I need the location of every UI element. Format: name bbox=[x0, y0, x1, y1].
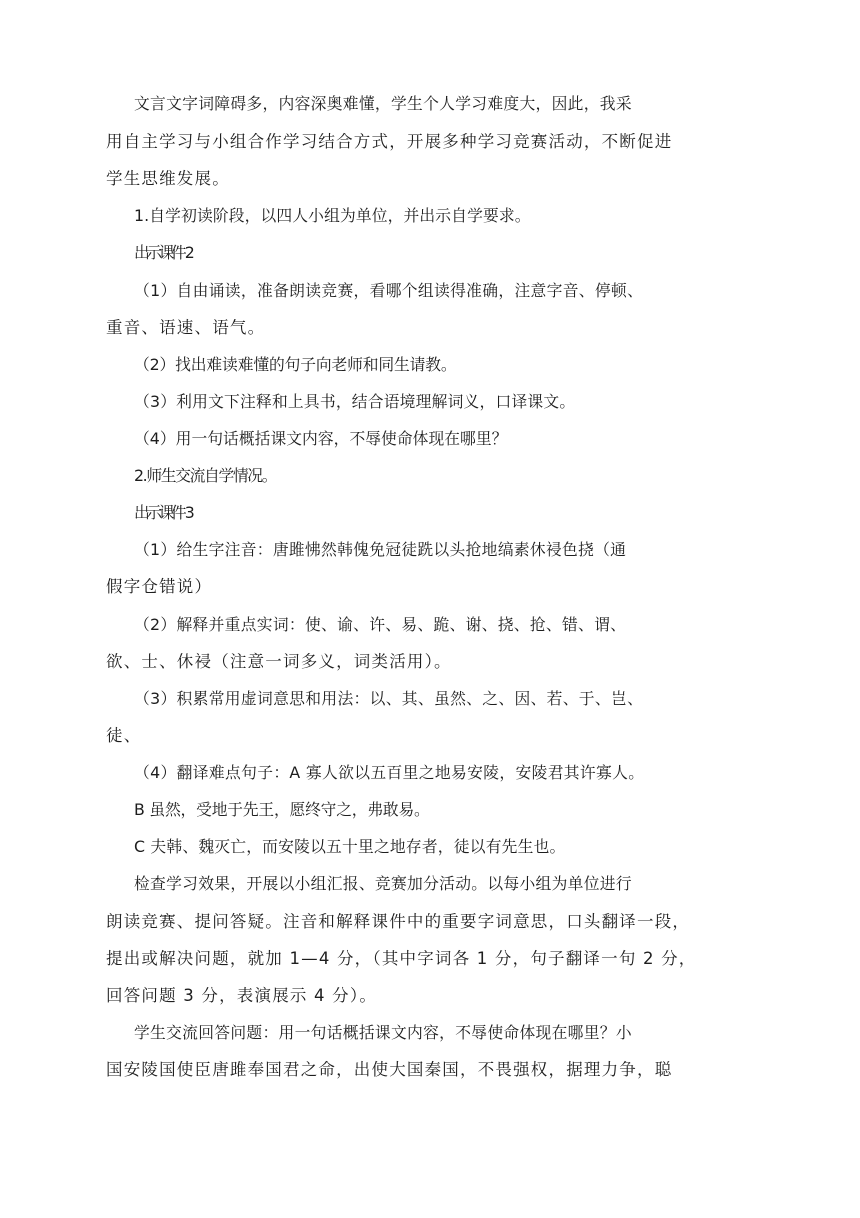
paragraph-line: 检查学习效果，开展以小组汇报、竞赛加分活动。以每小组为单位进行 bbox=[134, 874, 632, 893]
step-heading: 2.师生交流自学情况。 bbox=[134, 466, 277, 485]
list-item: （1）给生字注音：唐雎怫然韩傀免冠徒跣以头抢地缟素休祲色挠（通 bbox=[134, 540, 627, 559]
list-item: （4）翻译难点句子：A 寡人欲以五百里之地易安陵，安陵君其许寡人。 bbox=[134, 763, 645, 782]
paragraph-line: 文言文字词障碍多，内容深奥难懂，学生个人学习难度大，因此，我采 bbox=[134, 94, 632, 113]
paragraph-line: 提出或解决问题，就加 1—4 分，（其中字词各 1 分，句子翻译一句 2 分， bbox=[106, 949, 697, 968]
paragraph-line: 朗读竞赛、提问答疑。注音和解释课件中的重要字词意思，口头翻译一段， bbox=[106, 912, 691, 931]
list-item: （3）利用文下注释和上具书，结合语境理解词义，口译课文。 bbox=[134, 392, 576, 411]
list-item-continuation: 假字仓错说） bbox=[106, 577, 213, 596]
paragraph-line: 用自主学习与小组合作学习结合方式，开展多种学习竞赛活动，不断促进 bbox=[106, 132, 673, 151]
courseware-label: 出示课件 2 bbox=[134, 243, 192, 262]
paragraph-line: 国安陵国使臣唐雎奉国君之命，出使大国秦国，不畏强权，据理力争，聪 bbox=[106, 1060, 673, 1079]
paragraph-line: 学生思维发展。 bbox=[106, 169, 230, 188]
list-item: （3）积累常用虚词意思和用法：以、其、虽然、之、因、若、于、岂、 bbox=[134, 689, 644, 708]
sentence-item: C 夫韩、魏灭亡，而安陵以五十里之地存者，徒以有先生也。 bbox=[134, 837, 566, 856]
step-heading: 1.自学初读阶段，以四人小组为单位，并出示自学要求。 bbox=[134, 206, 531, 225]
list-item: （2）解释并重点实词：使、谕、许、易、跪、谢、挠、抢、错、谓、 bbox=[134, 615, 627, 634]
sentence-item: B 虽然，受地于先王，愿终守之，弗敢易。 bbox=[134, 800, 430, 819]
paragraph-line: 回答问题 3 分，表演展示 4 分）。 bbox=[106, 986, 378, 1005]
list-item: （2）找出难读难懂的句子向老师和同生请教。 bbox=[134, 355, 457, 374]
list-item-continuation: 徒、 bbox=[106, 726, 142, 745]
paragraph-line: 学生交流回答问题：用一句话概括课文内容，不辱使命体现在哪里？小 bbox=[134, 1023, 632, 1042]
list-item-continuation: 欲、士、休祲（注意一词多义，词类活用）。 bbox=[106, 652, 452, 671]
courseware-label: 出示课件 3 bbox=[134, 503, 192, 522]
list-item-continuation: 重音、语速、语气。 bbox=[106, 318, 266, 337]
list-item: （1）自由诵读，准备朗读竞赛，看哪个组读得准确，注意字音、停顿、 bbox=[134, 281, 644, 300]
list-item: （4）用一句话概括课文内容，不辱使命体现在哪里？ bbox=[134, 429, 508, 448]
